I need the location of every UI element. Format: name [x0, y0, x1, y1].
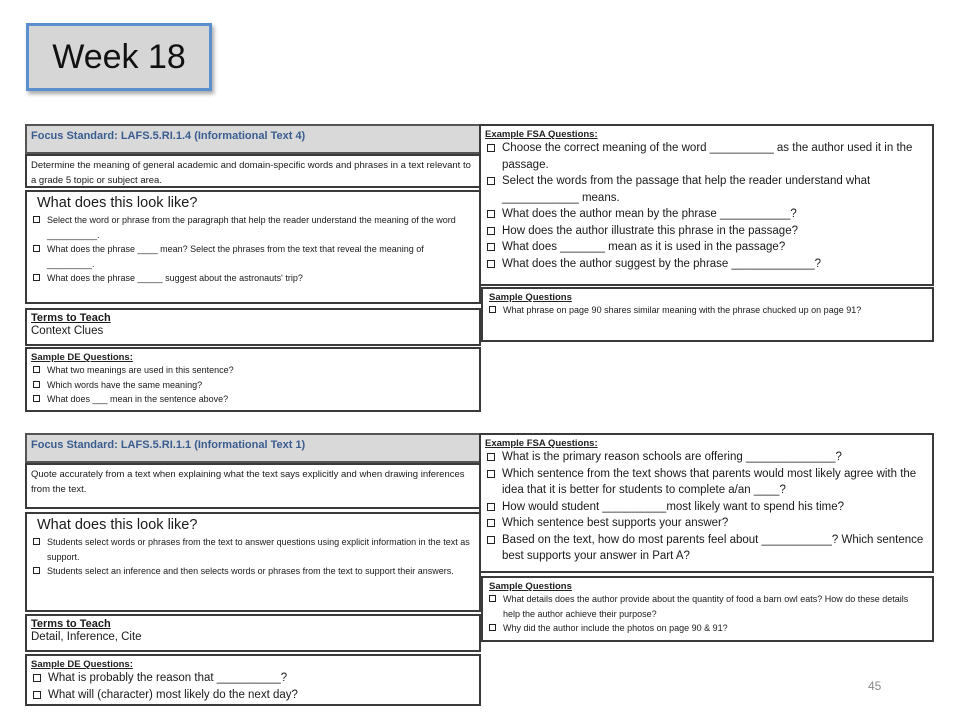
sample-list-1 — [483, 303, 932, 318]
terms-label-2: Terms to Teach — [31, 618, 111, 630]
list-item: What does the phrase ____ mean? Select the phrases from the text that reveal the meaning of _________. — [33, 242, 473, 271]
checkbox-icon — [33, 381, 40, 388]
checkbox-icon — [487, 470, 495, 478]
list-item: What does the phrase _____ suggest about the astronauts' trip? — [33, 271, 473, 286]
de-label-1: Sample DE Questions: — [31, 352, 133, 363]
checkbox-icon — [487, 536, 495, 544]
checkbox-icon — [33, 366, 40, 373]
checkbox-icon — [487, 503, 495, 511]
checkbox-icon — [487, 519, 495, 527]
list-item: How does the author illustrate this phrase in the passage? — [487, 223, 926, 240]
checkbox-icon — [33, 674, 41, 682]
terms-label-1: Terms to Teach — [31, 312, 111, 324]
look-like-title-1: What does this look like? — [37, 195, 198, 211]
terms-value-1: Context Clues — [31, 325, 104, 337]
standard-description-2 — [25, 463, 481, 509]
list-item: Which sentence best supports your answer? — [487, 515, 926, 532]
description-text-2: Quote accurately from a text when explaining what the text says explicitly and when drawing inferences from the text. — [31, 469, 465, 495]
checkbox-icon — [487, 210, 495, 218]
sample-questions-box-2 — [481, 576, 934, 642]
terms-box-1 — [25, 308, 481, 346]
checkbox-icon — [489, 306, 496, 313]
focus-standard-header-2 — [25, 433, 481, 463]
list-item: How would student __________most likely want to spend his time? — [487, 499, 926, 516]
fsa-questions-box-1 — [479, 124, 934, 286]
sample-list-2 — [483, 592, 932, 636]
look-like-box-1 — [25, 190, 481, 304]
de-questions-box-2 — [25, 654, 481, 706]
list-item: Which words have the same meaning? — [33, 378, 473, 393]
list-item: What is probably the reason that __________? — [33, 670, 473, 687]
look-like-list-2 — [27, 535, 479, 579]
fsa-list-1 — [481, 140, 932, 272]
standard-description-1 — [25, 154, 481, 188]
sample-questions-box-1 — [481, 287, 934, 342]
checkbox-icon — [487, 243, 495, 251]
list-item: What two meanings are used in this sentence? — [33, 363, 473, 378]
checkbox-icon — [487, 227, 495, 235]
checkbox-icon — [487, 144, 495, 152]
list-item: What does _______ mean as it is used in the passage? — [487, 239, 926, 256]
list-item: Select the words from the passage that help the reader understand what ____________ means. — [487, 173, 926, 206]
description-text-1: Determine the meaning of general academic and domain-specific words and phrases in a text relevant to a grade 5 topic or subject area. — [31, 160, 471, 186]
list-item: What phrase on page 90 shares similar meaning with the phrase chucked up on page 91? — [489, 303, 926, 318]
checkbox-icon — [33, 245, 40, 252]
list-item: Which sentence from the text shows that parents would most likely agree with the idea that it is better for students to complete a/an ____? — [487, 466, 926, 499]
list-item: Students select an inference and then selects words or phrases from the text to support their answers. — [33, 564, 473, 579]
fsa-label-2: Example FSA Questions: — [485, 438, 598, 449]
checkbox-icon — [487, 177, 495, 185]
checkbox-icon — [33, 395, 40, 402]
list-item: What details does the author provide about the quantity of food a barn owl eats? How do these details help the author achieve their purpose? — [489, 592, 926, 621]
look-like-list-1 — [27, 213, 479, 286]
de-list-2 — [27, 670, 479, 703]
list-item: Based on the text, how do most parents feel about ___________? Which sentence best supports your answer in Part A? — [487, 532, 926, 565]
list-item: Students select words or phrases from the text to answer questions using explicit information in the text as support. — [33, 535, 473, 564]
de-label-2: Sample DE Questions: — [31, 659, 133, 670]
look-like-title-2: What does this look like? — [37, 517, 198, 533]
checkbox-icon — [489, 595, 496, 602]
terms-value-2: Detail, Inference, Cite — [31, 631, 142, 643]
list-item: What does the author mean by the phrase ___________? — [487, 206, 926, 223]
checkbox-icon — [33, 691, 41, 699]
checkbox-icon — [33, 567, 40, 574]
checkbox-icon — [489, 624, 496, 631]
checkbox-icon — [33, 538, 40, 545]
sample-label-2: Sample Questions — [489, 581, 572, 592]
focus-standard-text-2: Focus Standard: LAFS.5.RI.1.1 (Informational Text 1) — [31, 439, 306, 451]
list-item: Choose the correct meaning of the word __________ as the author used it in the passage. — [487, 140, 926, 173]
fsa-label-1: Example FSA Questions: — [485, 129, 598, 140]
checkbox-icon — [487, 260, 495, 268]
de-questions-box-1 — [25, 347, 481, 412]
list-item: What does ___ mean in the sentence above? — [33, 392, 473, 407]
look-like-box-2 — [25, 512, 481, 612]
terms-box-2 — [25, 614, 481, 652]
fsa-questions-box-2 — [479, 433, 934, 573]
list-item: What does the author suggest by the phrase _____________? — [487, 256, 926, 273]
list-item: Select the word or phrase from the paragraph that help the reader understand the meaning of the word __________. — [33, 213, 473, 242]
focus-standard-header-1 — [25, 124, 481, 154]
list-item: What is the primary reason schools are offering ______________? — [487, 449, 926, 466]
checkbox-icon — [33, 216, 40, 223]
sample-label-1: Sample Questions — [489, 292, 572, 303]
focus-standard-text-1: Focus Standard: LAFS.5.RI.1.4 (Informational Text 4) — [31, 130, 306, 142]
page-number: 45 — [868, 679, 882, 693]
list-item: What will (character) most likely do the next day? — [33, 687, 473, 704]
list-item: Why did the author include the photos on page 90 & 91? — [489, 621, 926, 636]
de-list-1 — [27, 363, 479, 407]
fsa-list-2 — [481, 449, 932, 565]
week-title: Week 18 — [26, 23, 212, 91]
checkbox-icon — [33, 274, 40, 281]
checkbox-icon — [487, 453, 495, 461]
